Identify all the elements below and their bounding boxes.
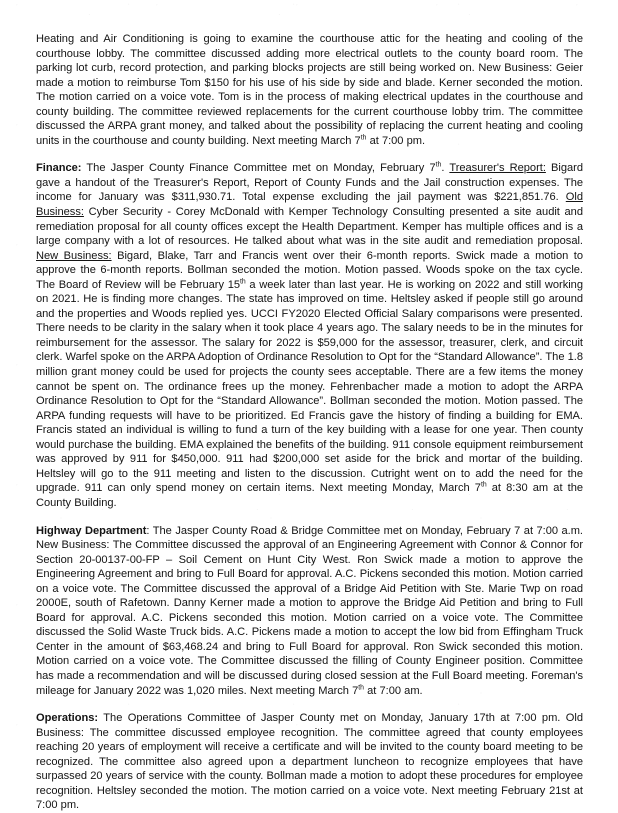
highway-body-end: at 7:00 am. xyxy=(363,684,423,697)
finance-heading: Finance: xyxy=(36,162,82,175)
operations-heading: Operations: xyxy=(36,712,99,725)
paragraph-operations xyxy=(36,711,583,813)
paragraph-highway-department xyxy=(36,524,583,699)
finance-subheading-treasurers-report: Treasurer's Report: xyxy=(449,162,546,175)
finance-ordinal-2: th xyxy=(240,278,246,286)
paragraph-finance xyxy=(36,161,583,510)
finance-subheading-old-business: Old Business: xyxy=(36,191,583,219)
paragraph-hvac xyxy=(36,32,583,148)
highway-heading: Highway Department xyxy=(36,524,147,537)
highway-body: : The Jasper County Road & Bridge Committee met on Monday, February 7 at 7:00 a.m. New Business: The Committee discussed the approval of an Engineering Agreement with Connor & Connor for Section 20-00137-00-FP – Soil Cement on Hunt City West. Ron Swick made a motion to approve the Engineering Agreement and bring to Full Board for approval. A.C. Pickens seconded this motion. Motion carried on a voice vote. The Committee discussed the approval of a Bridge Aid Petition with Ste. Marie Twp on road 2000E, south of Rafetown. Danny Kerner made a motion to approve the Bridge Aid Petition and bring to Full Board for approval. A.C. Pickens seconded this motion. Motion carried on a voice vote. The Committee discussed the Solid Waste Truck bids. A.C. Pickens made a motion to accept the low bid from Effingham Truck Center in the amount of $63,468.24 and bring to Full Board for approval. Ron Swick seconded this motion. Motion carried on a voice vote. The Committee discussed the filling of County Engineer position. Committee has made a recommendation and will be discussed during closed session at the Full Board meeting. Foreman's mileage for January 2022 was 1,020 miles. Next meeting March 7 xyxy=(36,524,583,697)
finance-after-ordinal-1: . xyxy=(441,162,450,175)
finance-segment-5: at 8:30 am at the County Building. xyxy=(36,482,584,509)
hvac-body: Heating and Air Conditioning is going to examine the courthouse attic for the heating and cooling of the courthouse lobby. The committee discussed adding more electrical outlets to the county board room. The parking lot curb, record protection, and parking blocks projects are still being worked on. New Business: Geier made a motion to reimburse Tom $150 for his use of his side by side and blade. Kerner seconded the motion. The motion carried on a voice vote. Tom is in the process of making electrical updates in the courthouse and county building. The committee reviewed replacements for the current courthouse lobby trim. The committee discussed the ARPA grant money, and talked about the possibility of replacing the current heating and cooling units in the courthouse and county building. Next meeting March 7 xyxy=(36,33,583,147)
finance-ordinal-1: th xyxy=(435,161,442,169)
finance-ordinal-3: th xyxy=(480,481,487,489)
operations-body: The Operations Committee of Jasper County met on Monday, January 17th at 7:00 pm. Old Business: The committee discussed employee recognition. The committee agreed that county employees reaching 20 years of employment will receive a certificate and will be invited to the county board meeting to be recognized. The committee also agreed upon a department luncheon to recognize employees that have surpassed 20 years of service with the county. Bollman made a motion to adopt these procedures for employee recognition. Heltsley seconded the motion. The motion carried on a voice vote. Next meeting February 21st at 7:00 pm. xyxy=(36,712,583,812)
finance-subheading-new-business: New Business: xyxy=(36,249,112,262)
finance-segment-4: a week later than last year. He is working on 2022 and still working on 2021. He is finding more changes. The state has improved on time. Heltsley asked if people still go around and the properties and Woods replied yes. UCCI FY2020 Elected Official Salary comparisons were presented. There needs to be clarity in the salary when it took place 4 years ago. The salary needs to be in the minutes for reimbursement for the assessor. The salary for 2022 is $59,000 for the assessor, treasurer, clerk, and circuit clerk. Warfel spoke on the ARPA Adoption of Ordinance Resolution to Opt for the “Standard Allowance”. The 1.8 million grant money could be used for projects the county sees acceptable. There are a few items the money cannot be spent on. The ordinance frees up the money. Fehrenbacher made a motion to adopt the ARPA Ordinance Resolution to Opt for the “Standard Allowance”. Bollman seconded the motion. Motion passed. The ARPA funding requests will have to be prioritized. Ed Francis gave the history of finding a building for EMA. Francis stated an individual is willing to fund a turn of the key building with a lease for one year. Then county would purchase the building. EMA explained the benefits of the building. 911 console equipment reimbursement was approved by 911 for $450,000. 911 had $200,000 set aside for the brick and mortar of the building. Heltsley will go to the 911 meeting and listen to the discussion. Cutright went on to add the need for the upgrade. 911 can only spend money on certain items. Next meeting Monday, March 7 xyxy=(36,278,583,495)
finance-segment-2: Cyber Security - Corey McDonald with Kemper Technology Consulting presented a site audit and remediation proposal for all county offices except the Health Department. Kemper has multiple offices and is a large company with a lot of resources. He talked about what was in the site audit and remediation proposal. xyxy=(36,206,583,248)
hvac-body-end: at 7:00 pm. xyxy=(366,134,426,147)
finance-segment-3: Bigard, Blake, Tarr and Francis went over their 6-month reports. Swick made a motion to approve the 6-month reports. Bollman seconded the motion. Motion passed. Woods spoke on the tax cycle. The Board of Review will be February 15 xyxy=(36,249,583,291)
finance-intro: The Jasper County Finance Committee met on Monday, February 7 xyxy=(81,162,436,175)
highway-ordinal: th xyxy=(358,683,364,691)
hvac-ordinal: th xyxy=(360,134,367,142)
finance-segment-1: Bigard gave a handout of the Treasurer's Report, Report of County Funds and the Jail construction expenses. The income for January was $311,930.71. Total expense excluding the jail payment was $221,851.76. xyxy=(36,162,583,204)
